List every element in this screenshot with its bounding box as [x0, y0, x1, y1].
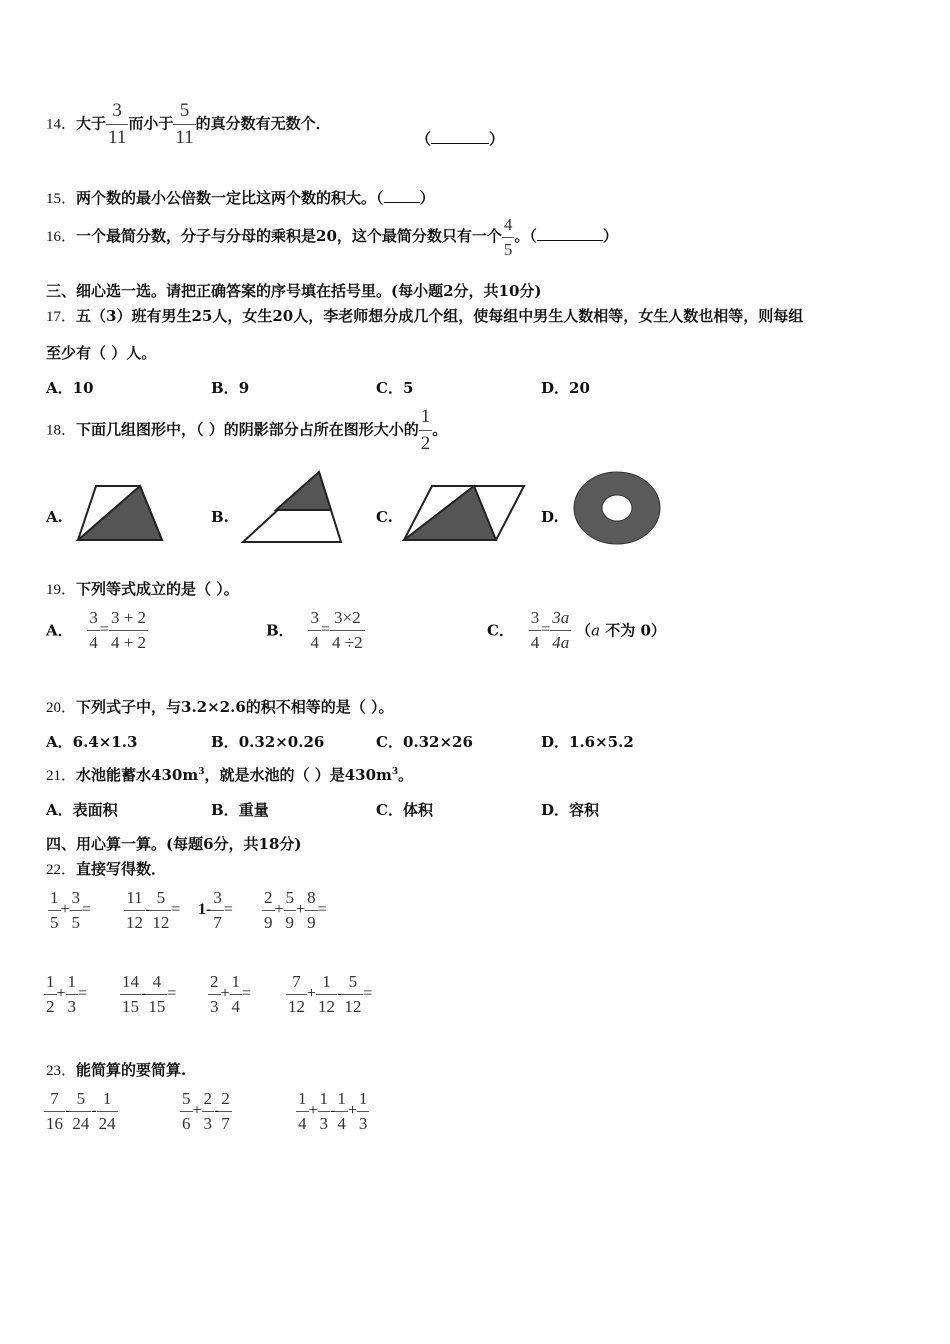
q23-expr-3: $\frac{1}{4}$ + $\frac{1}{3}$ - $\frac{1}{4}$ + $\frac{1}{3}$ — [298, 1089, 368, 1133]
q14-answer-blank[interactable]: （ ） — [416, 130, 505, 148]
q21-pre: 水池能蓄水430m — [76, 766, 199, 784]
q20-text: 下列式子中，与3.2×2.6的积不相等的是（ ）。 — [76, 698, 394, 716]
q19-option-c[interactable]: C． $\frac{3}{4}$ = $\frac{3a}{4a}$ （a 不为 0） — [487, 608, 666, 652]
q15-text: 两个数的最小公倍数一定比这两个数的积大。（ — [76, 189, 384, 207]
q16-paren-close: ） — [602, 227, 618, 246]
q21-option-d[interactable]: D．容积 — [541, 801, 600, 819]
q16-post: 。（ — [514, 227, 537, 246]
q18-fraction: $\frac{1}{2}$ — [420, 406, 431, 454]
q15-answer-blank[interactable] — [384, 190, 420, 203]
q18-figure-d[interactable] — [572, 470, 662, 546]
q20-option-d[interactable]: D．1.6×5.2 — [541, 733, 634, 751]
q22-expr-1: $\frac{1}{5}$ + $\frac{3}{5}$ = — [50, 888, 92, 932]
question-17-line-1 — [46, 305, 803, 326]
question-20 — [46, 696, 394, 717]
q14-number: 14． — [46, 116, 77, 133]
q14-pre: 大于 — [76, 114, 107, 133]
q18-number: 18． — [46, 422, 77, 439]
question-17-line-2: 至少有（ ）人。 — [46, 344, 157, 362]
q21-option-a[interactable]: A．表面积 — [46, 801, 118, 819]
q16-text: 一个最简分数，分子与分母的乘积是20，这个最简分数只有一个 — [76, 227, 502, 246]
q18-figure-b[interactable] — [241, 470, 343, 546]
q22-number: 22． — [46, 862, 77, 878]
q23-text: 能简算的要简算. — [76, 1061, 187, 1079]
q18-figure-a[interactable] — [76, 484, 166, 544]
q20-number: 20． — [46, 700, 77, 716]
q22-expr-6: $\frac{14}{15}$ - $\frac{4}{15}$ = — [122, 972, 177, 1016]
q20-option-b[interactable]: B．0.32×0.26 — [211, 733, 325, 751]
q22-expr-3: 1- $\frac{3}{7}$ = — [198, 888, 233, 932]
question-22 — [46, 858, 166, 879]
q14-mid: 而小于 — [128, 114, 174, 133]
q22-expr-7: $\frac{2}{3}$ + $\frac{1}{4}$ = — [210, 972, 252, 1016]
q16-answer-blank[interactable] — [537, 228, 603, 241]
q21-option-c[interactable]: C．体积 — [376, 801, 433, 819]
q21-option-b[interactable]: B．重量 — [211, 801, 269, 819]
q23-expr-1: $\frac{7}{16}$ - $\frac{5}{24}$ - $\frac{1}{24}$ — [46, 1089, 116, 1133]
q18-text: 下面几组图形中，（ ）的阴影部分占所在图形大小的 — [76, 420, 419, 439]
question-18 — [46, 406, 447, 455]
q19-number: 19． — [46, 582, 77, 598]
q15-number: 15． — [46, 191, 77, 207]
q17-option-c[interactable]: C．5 — [376, 379, 414, 397]
q22-text: 直接写得数． — [76, 860, 167, 878]
q15-paren-close: ） — [419, 189, 435, 207]
q20-option-c[interactable]: C．0.32×26 — [376, 733, 473, 751]
q14-fraction-2: $\frac{5}{11}$ — [175, 100, 194, 148]
q20-option-a[interactable]: A．6.4×1.3 — [46, 733, 138, 751]
q21-mid: ，就是水池的（ ）是430m — [204, 766, 392, 784]
q19-option-b[interactable]: B． $\frac{3}{4}$ = $\frac{3\times 2}{4 \div 2}$ — [266, 608, 363, 652]
q18-option-d-label[interactable]: D. — [541, 508, 559, 526]
q18-post: 。 — [432, 420, 448, 439]
question-14 — [46, 100, 331, 149]
q16-fraction: $\frac{4}{5}$ — [503, 215, 513, 259]
q16-number: 16． — [46, 229, 77, 246]
q17-text-1: 五（3）班有男生25人，女生20人，李老师想分成几个组，使每组中男生人数相等，女生人数也相等，则每组 — [76, 307, 804, 325]
q14-fraction-1: $\frac{3}{11}$ — [108, 100, 127, 148]
q18-option-a-label[interactable]: A. — [46, 508, 63, 526]
q23-expr-2: $\frac{5}{6}$ + $\frac{2}{3}$ - $\frac{2}{7}$ — [182, 1089, 230, 1133]
section-3-heading: 三、细心选一选。请把正确答案的序号填在括号里。(每小题2分，共10分) — [46, 282, 542, 300]
q22-expr-8: $\frac{7}{12}$ + $\frac{1}{12}$ - $\frac{5}{12}$ = — [288, 972, 373, 1016]
q21-post: 。 — [398, 766, 414, 784]
q19-option-a[interactable]: A． $\frac{3}{4}$ = $\frac{3 + 2}{4 + 2}$ — [46, 608, 147, 652]
q17-number: 17． — [46, 309, 77, 325]
q22-expr-5: $\frac{1}{2}$ + $\frac{1}{3}$ = — [46, 972, 88, 1016]
q17-option-a[interactable]: A．10 — [46, 379, 94, 397]
question-19 — [46, 578, 239, 599]
q17-option-d[interactable]: D．20 — [541, 379, 590, 397]
q22-expr-2: $\frac{11}{12}$ - $\frac{5}{12}$ = — [126, 888, 181, 932]
question-15 — [46, 187, 435, 208]
q19-text: 下列等式成立的是（ ）。 — [76, 580, 239, 598]
q18-option-b-label[interactable]: B. — [211, 508, 229, 526]
q14-post: 的真分数有无数个． — [195, 114, 331, 133]
q18-option-c-label[interactable]: C. — [376, 508, 393, 526]
question-23 — [46, 1059, 186, 1080]
section-4-heading: 四、用心算一算。(每题6分，共18分) — [46, 835, 302, 853]
q23-number: 23． — [46, 1063, 77, 1079]
q21-number: 21． — [46, 768, 77, 784]
q17-option-b[interactable]: B．9 — [211, 379, 250, 397]
q18-figure-c[interactable] — [402, 484, 528, 544]
question-16 — [46, 215, 618, 259]
question-21: 21．水池能蓄水$430m^3$，就是水池的（ ）是$430m^3$。 — [46, 766, 414, 784]
q22-expr-4: $\frac{2}{9}$ + $\frac{5}{9}$ + $\frac{8}{9}$ = — [264, 888, 327, 932]
